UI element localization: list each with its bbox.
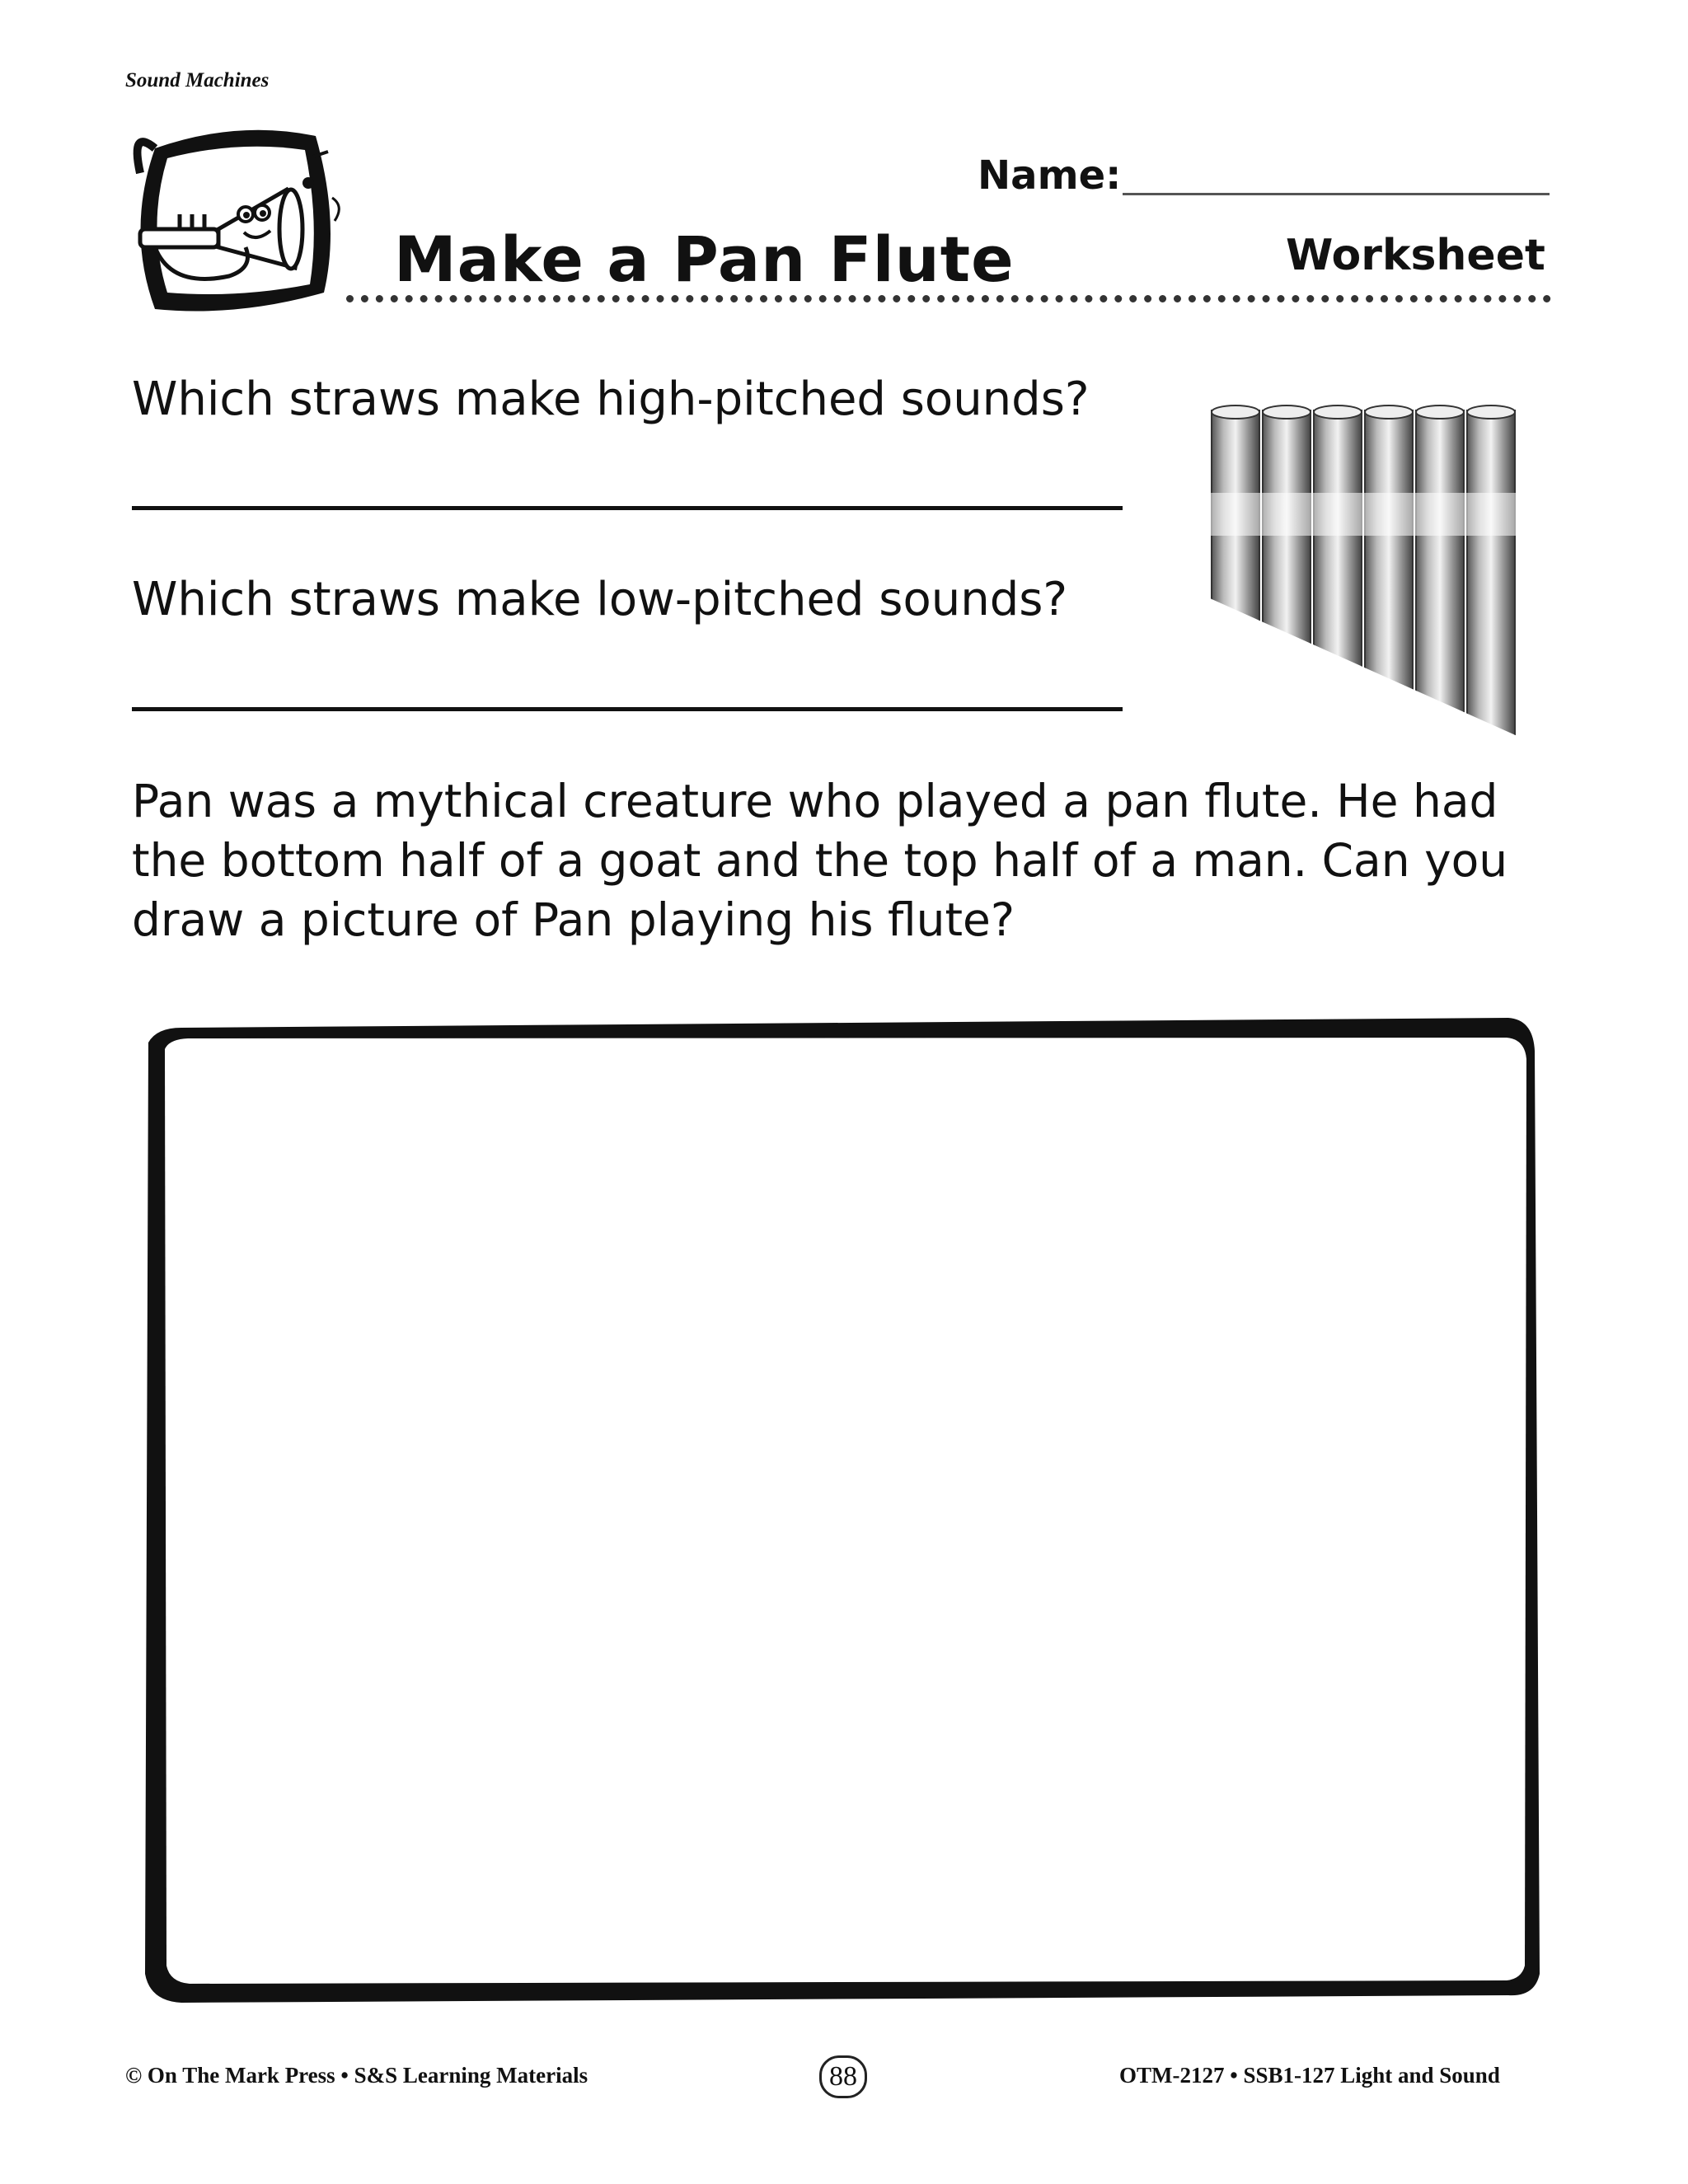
header-divider (346, 295, 1551, 302)
question-high-pitch: Which straws make high-pitched sounds? (132, 373, 1090, 426)
page-title: Make a Pan Flute (394, 223, 1015, 296)
answer-line-low-pitch[interactable] (132, 707, 1123, 711)
trumpet-icon (122, 124, 353, 330)
footer-catalog: OTM-2127 • SSB1-127 Light and Sound (1119, 2063, 1500, 2088)
instruction-paragraph: Pan was a mythical creature who played a pan flute. He had the bottom half of a goat and the top half of a man. Can you draw a picture of Pan playing his flute? (132, 775, 1508, 946)
name-input-line[interactable] (1123, 193, 1550, 195)
pan-flute-icon (1203, 402, 1533, 748)
question-low-pitch: Which straws make low-pitched sounds? (132, 573, 1068, 626)
footer-copyright: © On The Mark Press • S&S Learning Materials (125, 2063, 588, 2088)
answer-line-high-pitch[interactable] (132, 506, 1123, 510)
worksheet-label: Worksheet (1286, 231, 1545, 280)
section-label: Sound Machines (125, 69, 270, 91)
page-number: 88 (819, 2055, 867, 2098)
drawing-area[interactable] (124, 1010, 1541, 2007)
name-label: Name: (978, 152, 1122, 199)
